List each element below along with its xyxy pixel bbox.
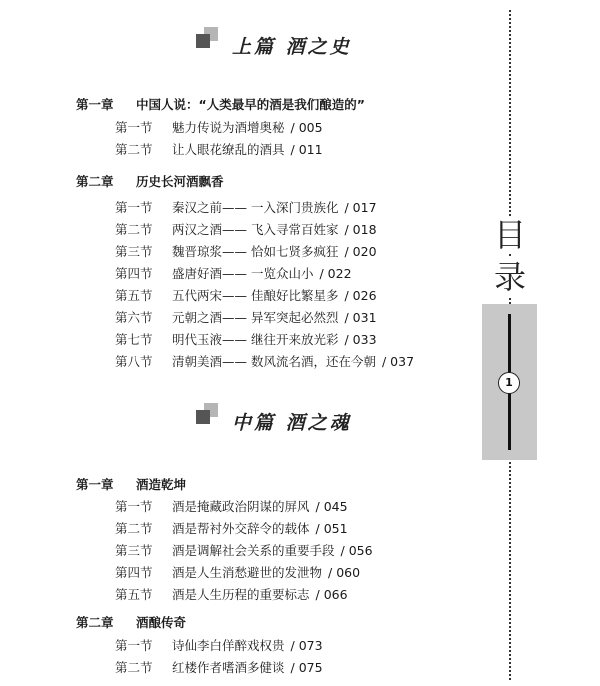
part2-heading	[196, 406, 416, 446]
toc-chapter[interactable]: 第二章 酒酿传奇	[76, 615, 187, 630]
toc-section[interactable]: 第五节 酒是人生历程的重要标志 / 066	[115, 587, 348, 602]
part1-title: 上篇 酒之史	[232, 36, 352, 58]
page-indicator-bar	[482, 304, 537, 460]
toc-section[interactable]: 第一节 魅力传说为酒增奥秘 / 005	[115, 120, 323, 135]
toc-chapter[interactable]: 第一章 中国人说：“人类最早的酒是我们酿造的”	[76, 97, 365, 112]
toc-heading-char-2: 录	[491, 258, 529, 296]
toc-heading-char-1: 目	[491, 216, 529, 254]
part2-title: 中篇 酒之魂	[232, 412, 352, 434]
toc-section[interactable]: 第六节 元朝之酒—— 异军突起必然烈 / 031	[115, 310, 377, 325]
toc-section[interactable]: 第二节 酒是帮衬外交辞令的载体 / 051	[115, 521, 348, 536]
decor-square-dark	[196, 34, 210, 48]
toc-section[interactable]: 第二节 两汉之酒—— 飞入寻常百姓家 / 018	[115, 222, 377, 237]
toc-section[interactable]: 第五节 五代两宋—— 佳酿好比繁星多 / 026	[115, 288, 377, 303]
toc-section[interactable]: 第三节 酒是调解社会关系的重要手段 / 056	[115, 543, 373, 558]
toc-section[interactable]: 第七节 明代玉液—— 继往开来放光彩 / 033	[115, 332, 377, 347]
toc-chapter[interactable]: 第二章 历史长河酒飘香	[76, 174, 224, 189]
toc-section[interactable]: 第一节 诗仙李白佯醉戏权贵 / 073	[115, 638, 323, 653]
toc-section[interactable]: 第四节 盛唐好酒—— 一览众山小 / 022	[115, 266, 352, 281]
toc-section[interactable]: 第一节 酒是掩藏政治阴谋的屏风 / 045	[115, 499, 348, 514]
toc-section[interactable]: 第三节 魏晋琼浆—— 恰如七贤多疯狂 / 020	[115, 244, 377, 259]
toc-section[interactable]: 第一节 秦汉之前—— 一入深门贵族化 / 017	[115, 200, 377, 215]
decor-square-dark	[196, 410, 210, 424]
toc-chapter[interactable]: 第一章 酒造乾坤	[76, 477, 187, 492]
part1-heading	[196, 30, 416, 70]
toc-section[interactable]: 第八节 清朝美酒—— 数风流名酒，还在今朝 / 037	[115, 354, 415, 369]
toc-section[interactable]: 第二节 让人眼花缭乱的酒具 / 011	[115, 142, 323, 157]
toc-section[interactable]: 第四节 酒是人生消愁避世的发泄物 / 060	[115, 565, 361, 580]
page-number-badge: 1	[498, 372, 520, 394]
toc-section[interactable]: 第二节 红楼作者嗜酒多健谈 / 075	[115, 660, 323, 675]
